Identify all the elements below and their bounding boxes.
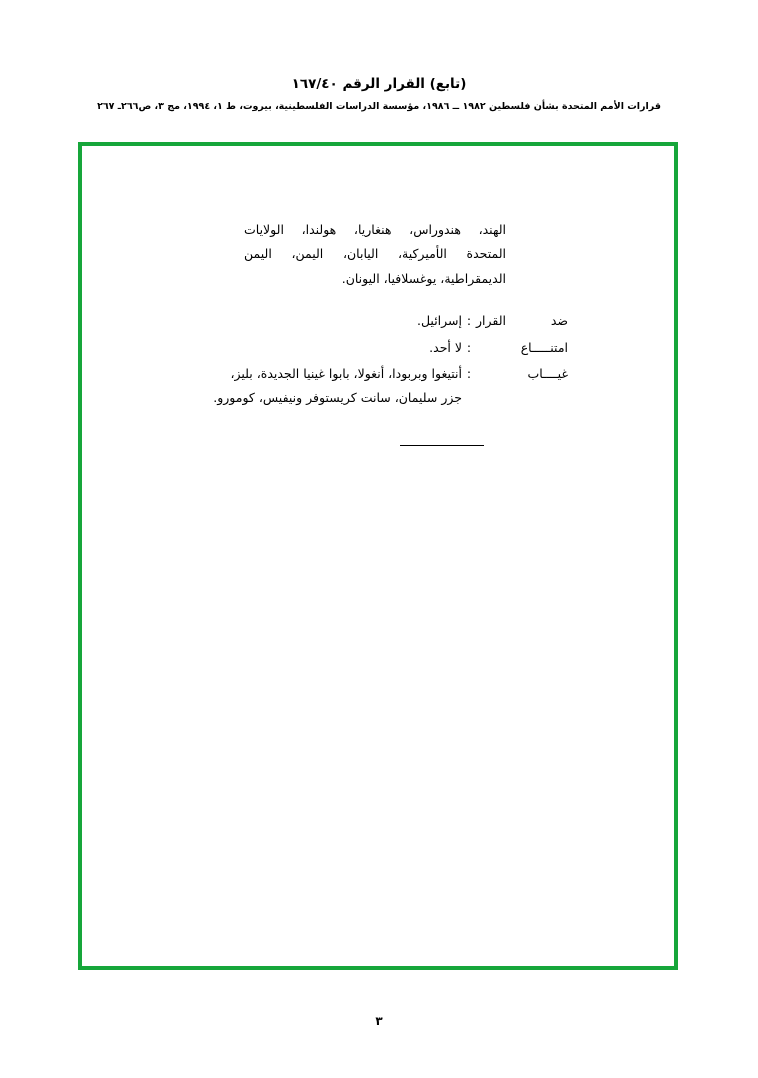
source-citation: قرارات الأمم المتحدة بشأن فلسطين ١٩٨٢ ــ ١٩٨٦، مؤسسة الدراسات الفلسطينية، بيروت، ط ١، ١٩٩٤، مج ٣، ص٢٦٦ـ ٢٦٧ (97, 100, 661, 112)
vote-value-against (204, 309, 462, 333)
vote-value-abstain (204, 336, 462, 360)
vote-row-against (204, 309, 568, 333)
vote-label-against: ضد القرار (476, 313, 568, 329)
vote-value-abstain-line-1: لا أحد. (429, 339, 462, 355)
vote-value-absent-line-1: أنتيغوا وبربودا، أنغولا، بابوا غينيا الجديدة، بليز، (230, 365, 462, 381)
vote-value-against-line-1: إسرائيل. (416, 313, 462, 329)
countries-list (244, 218, 506, 291)
countries-line-1: الهند، هندوراس، هنغاريا، هولندا، الولايات (244, 222, 506, 237)
section-divider (400, 445, 484, 446)
page-number: ٣ (375, 1014, 383, 1028)
vote-value-absent (204, 362, 462, 411)
document-body (204, 218, 568, 446)
vote-colon-against: : (466, 313, 472, 329)
countries-line-2: المتحدة الأميركية، اليابان، اليمن، اليمن (244, 246, 506, 262)
vote-row-abstain (204, 336, 568, 360)
vote-label-absent: غيــــاب (527, 365, 568, 381)
content-frame (78, 142, 678, 970)
vote-label-abstain: امتنـــــاع (520, 339, 568, 355)
page-title: (تابع) القرار الرقم ١٦٧/٤٠ (291, 76, 467, 92)
vote-results (204, 309, 568, 411)
page-header (0, 76, 758, 112)
vote-colon-abstain: : (466, 339, 472, 355)
countries-line-3: الديمقراطية، يوغسلافيا، اليونان. (341, 270, 506, 286)
vote-colon-absent: : (466, 365, 472, 381)
page-footer (0, 1014, 758, 1028)
vote-value-absent-line-2: جزر سليمان، سانت كريستوفر ونيفيس، كومورو. (213, 390, 462, 406)
vote-row-absent (204, 362, 568, 411)
